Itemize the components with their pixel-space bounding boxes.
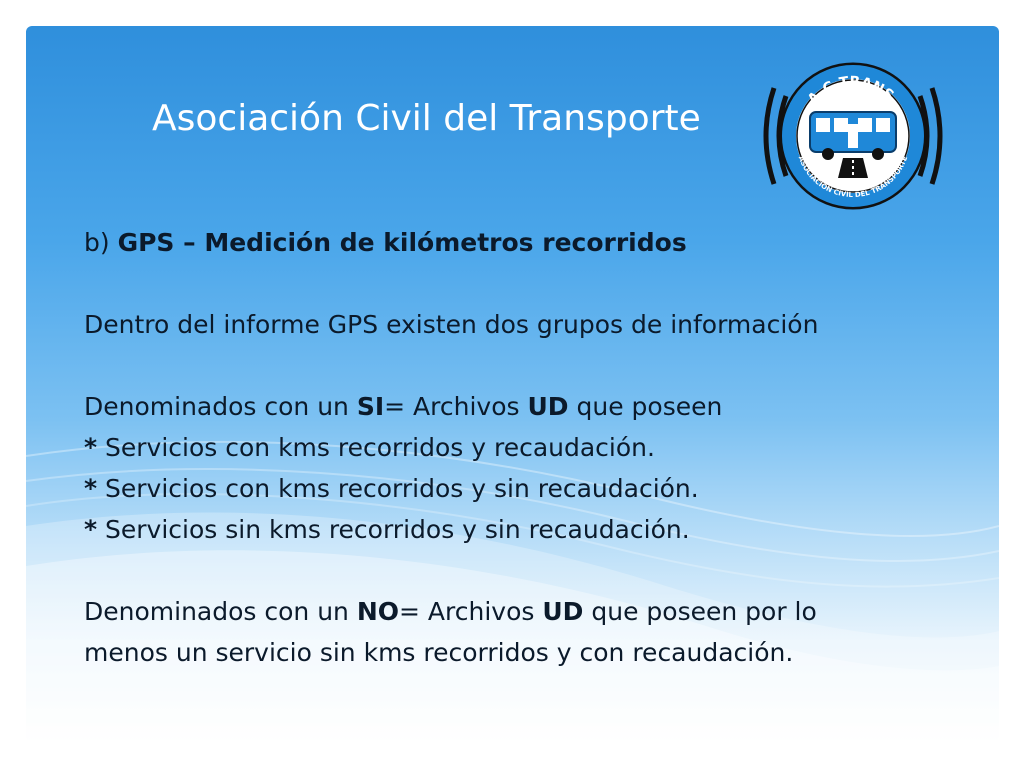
section-heading: b) GPS – Medición de kilómetros recorridos — [84, 228, 687, 257]
slide — [26, 26, 999, 742]
slide-body — [84, 222, 984, 673]
no-line-continuation: menos un servicio sin kms recorridos y con recaudación. — [84, 638, 794, 667]
list-item: * Servicios con kms recorridos y recaudación. — [84, 433, 655, 462]
slide-title: Asociación Civil del Transporte — [152, 98, 701, 139]
bus-logo-icon — [758, 54, 948, 218]
list-item: * Servicios sin kms recorridos y sin recaudación. — [84, 515, 690, 544]
no-line: Denominados con un NO= Archivos UD que poseen por lo — [84, 597, 817, 626]
si-line: Denominados con un SI= Archivos UD que poseen — [84, 392, 723, 421]
intro-text: Dentro del informe GPS existen dos grupos de información — [84, 310, 819, 339]
list-item: * Servicios con kms recorridos y sin recaudación. — [84, 474, 699, 503]
logo-bottom-text: ASOCIACION CIVIL DEL TRANSPORTE — [796, 155, 910, 200]
logo-top-text: A.C.TRANS. — [804, 73, 902, 108]
